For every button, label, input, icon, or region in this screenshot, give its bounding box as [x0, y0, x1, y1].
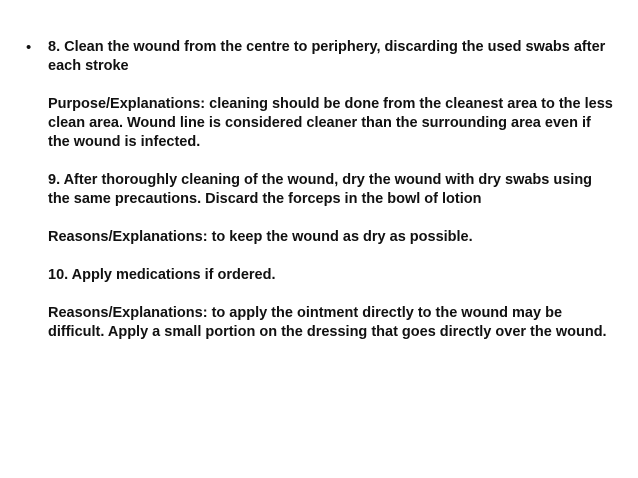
step-8-instruction: 8. Clean the wound from the centre to periphery, discarding the used swabs after each stroke — [48, 39, 606, 74]
step-10-reason: Reasons/Explanations: to apply the ointment directly to the wound may be difficult. Apply a small portion on the dressing that goes directly over the wound. — [48, 305, 607, 340]
step-8-purpose: Purpose/Explanations: cleaning should be done from the cleanest area to the less clean area. Wound line is considered cleaner than the surrounding area even if the wound is infected. — [48, 96, 613, 150]
step-9-reason: Reasons/Explanations: to keep the wound as dry as possible. — [48, 229, 473, 245]
bullet-text-column — [48, 38, 616, 342]
step-10-instruction: 10. Apply medications if ordered. — [48, 267, 276, 283]
bullet-item — [26, 38, 616, 342]
slide-content — [26, 38, 616, 342]
bullet-marker: • — [26, 39, 32, 56]
step-9-instruction: 9. After thoroughly cleaning of the wound, dry the wound with dry swabs using the same precautions. Discard the forceps in the bowl of lotion — [48, 172, 593, 207]
